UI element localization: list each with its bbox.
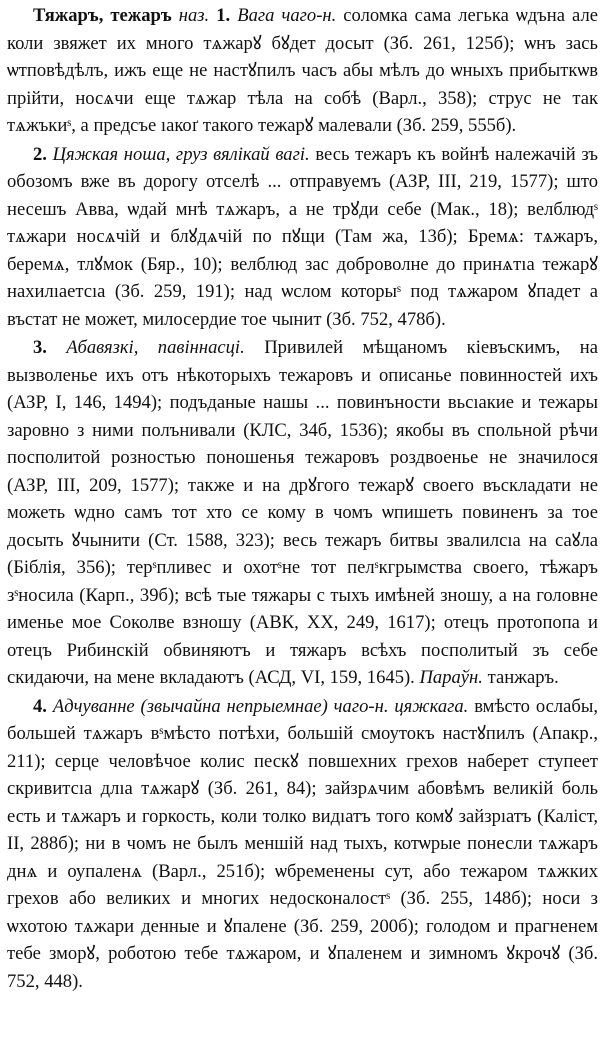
sense-number: 2. bbox=[33, 143, 47, 165]
sense-citations: вмѣсто ослабы, большей тѧжаръ вˢмѣсто потѣхи, большій смоутокъ настꙋпилъ (Апакр., 211); серце человѣчое колис пескꙋ повшехних грехов наберет ступеет скривитсıа длıа тѧжарꙋ (Зб. 261, 84); зайзрѧчим абовѣмъ великій боль есть и тѧжаръ и горкость, коли толко видıатъ того комꙋ зайзрıатъ (Каліст, II, 288б); ни в чомъ не былъ меншій над тыхъ, котѡрые понесли тѧжаръ днѧ и оупаленѧ (Варл., 251б); ѡбременены сут, або тежаром тѧжких грехов або великих и многих недосконалостˢ (Зб. 255, 148б); носи з ѡхотою тѧжари денные и ꙋпалене (Зб. 259, 200б); голодом и прагненем тебе зморꙋ, роботою тебе тѧжаром, и ꙋпаленем и зимномъ ꙋкрочꙋ (Зб. 752, 448). bbox=[7, 695, 598, 992]
sense-1 bbox=[7, 2, 598, 140]
sense-2 bbox=[7, 141, 598, 334]
sense-3 bbox=[7, 334, 598, 692]
sense-citations: весь тежаръ къ войнѣ належачій зъ обозомъ вже въ дорогу отселѣ ... отправуемъ (АЗР, III, 219, 1577); што несешъ Авва, ѡдай мнѣ тѧжаръ, а не трꙋди себе (Мак., 18); велблюдˢ тѧжари носѧчій и блꙋдѧчій по пꙋщи (Там жа, 13б); Бремѧ: тѧжаръ, беремѧ, тлꙋмок (Бяр., 10); велблюд зас доброволне до принѧтıа тежарꙋ нахилıаетсıа (Зб. 259, 191); над ѡслом которыˢ под тѧжаром ꙋпадет а въстат не может, милосердие тое чынит (Зб. 752, 478б). bbox=[7, 143, 599, 330]
sense-4 bbox=[7, 693, 598, 996]
synonym: танжаръ. bbox=[487, 667, 559, 688]
sense-number: 3. bbox=[33, 337, 47, 358]
sense-definition: Абавязкі, павіннасці. bbox=[66, 337, 245, 358]
sense-definition: Цяжкая ноша, груз вялікай вагі. bbox=[52, 143, 310, 165]
headword: Тяжаръ, тежаръ bbox=[33, 5, 172, 26]
sense-number: 1. bbox=[216, 5, 231, 26]
synonym-label: Параўн. bbox=[419, 667, 483, 688]
sense-definition: Вага чаго-н. bbox=[237, 5, 337, 26]
sense-definition: Адчуванне (звычайна непрыемнае) чаго-н. цяжкага. bbox=[52, 695, 469, 717]
sense-number: 4. bbox=[33, 695, 47, 717]
sense-citations: соломка сама легька ѡдъна але коли звяжет их много тѧжарꙋ бꙋдет досыт (Зб. 261, 125б); ѡнъ зась ѡтповѣдѣлъ, ижъ еще не настꙋпилъ часъ абы мѣлъ до ѡныхъ прибыткѡв прійти, носѧчи еще тѧжар тѣла на собѣ (Варл., 358); струс не так тѧжъкиˢ, а предсъе ıакоґ такого тежарꙋ малевали (Зб. 259, 555б). bbox=[7, 5, 598, 136]
sense-citations: Привилей мѣщаномъ кіевъскимъ, на вызволенье ихъ отъ нѣкоторыхъ тежаровъ и описанье повинностей ихъ (АЗР, I, 146, 1494); подъданые нашы ... повинъности вьсıакие и тежары заровно з ними полънивали (КЛС, 34б, 1536); якобы въ спольной рѣчи посполитой розностью поношенья тежаровъ роздвоенье не значилося (АЗР, III, 209, 1577); также и на дрꙋгого тежарꙋ своего въскладати не можеть ѡдно самъ тот хто се кому в чомъ ѡпишеть повиненъ за тое досыть ꙋчынити (Ст. 1588, 323); весь тежаръ битвы звалилсıа на саꙋла (Біблія, 356); терˢпливес и охотˢне тот пелˢкгрымства своего, тѣжаръ зˢносила (Карп., 39б); всѣ тые тяжары с тыхъ имѣней зношу, а на головне именье мое Соколве взношу (АВК, XX, 249, 1617); отецъ протопопа и отецъ Рибинскій обвиняютъ и тяжаръ всѣхъ посполитый зъ себе скидаючи, на мене вкладаютъ (АСД, VI, 159, 1645). bbox=[7, 337, 598, 688]
dictionary-entry bbox=[7, 2, 598, 995]
part-of-speech: наз. bbox=[178, 5, 210, 26]
